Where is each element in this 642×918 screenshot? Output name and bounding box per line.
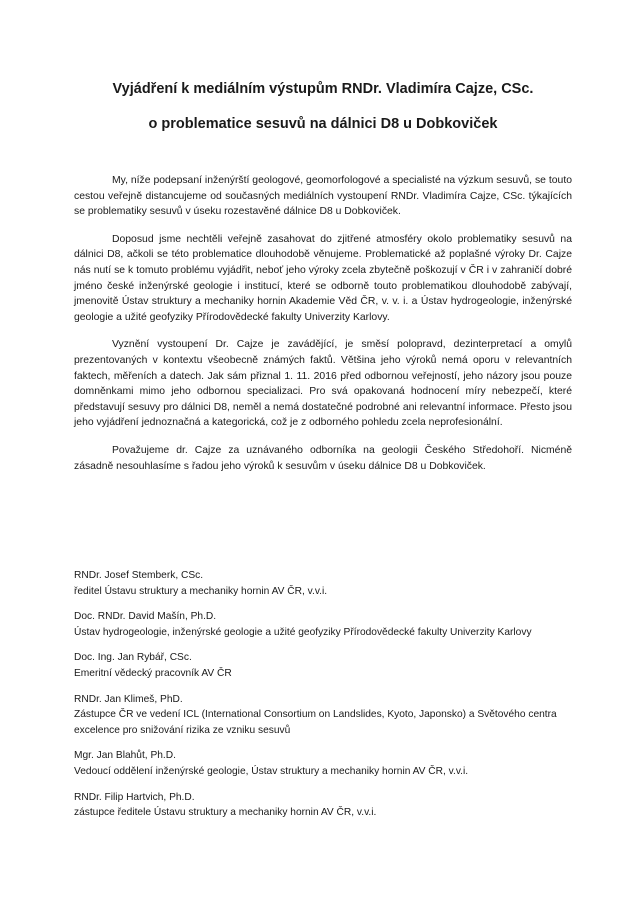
- signatory: [74, 650, 572, 681]
- signatory: [74, 692, 572, 739]
- document-title-line-1: Vyjádření k mediálním výstupům RNDr. Vladimíra Cajze, CSc.: [112, 81, 534, 97]
- paragraph-2: Doposud jsme nechtěli veřejně zasahovat do zjitřené atmosféry okolo problematiky sesuvů na dálnici D8, ačkoli se této problematice dlouhodobě věnujeme. Problematické až poplašné výroky Dr. Cajze nás nutí se k tomuto problému vyjádřit, neboť jeho výroky zcela zbytečně poškozují v ČR i v zahraničí dobré jméno české inženýrské geologie i institucí, které se odborně touto problematikou dlouhodobě zabývají, jmenovitě Ústav struktury a mechaniky hornin Akademie Věd ČR, v. v. i. a Ústav hydrogeologie, inženýrské geologie a užité geofyziky Přírodovědecké fakulty Univerzity Karlovy.: [74, 233, 572, 323]
- signatory-role: ředitel Ústavu struktury a mechaniky hornin AV ČR, v.v.i.: [74, 585, 328, 597]
- document-page: [74, 0, 572, 918]
- signatory-name: RNDr. Josef Stemberk, CSc.: [74, 570, 204, 581]
- signatory: [74, 748, 572, 779]
- document-title-line-2: o problematice sesuvů na dálnici D8 u Dobkoviček: [148, 116, 498, 132]
- signatory-role: Vedoucí oddělení inženýrské geologie, Ústav struktury a mechaniky hornin AV ČR, v.v.i.: [74, 765, 469, 777]
- paragraph-3: Vyznění vystoupení Dr. Cajze je zavádějící, je směsí polopravd, dezinterpretací a omylů prezentovaných v kontextu všeobecně známých faktů. Většina jeho výroků nemá oporu v relevantních faktech, měřeních a datech. Jak sám přiznal 1. 11. 2016 před odbornou veřejností, jeho názory jsou pouze domněnkami mimo jeho odbornou specializaci. Pro svá opakovaná hodnocení míry nebezpečí, které představují sesuvy pro dálnici D8, neměl a nemá dostatečné podrobné ani relevantní informace. Přesto jsou jeho vyjádření jednoznačná a kategorická, což je z odborného pohledu zcela neprofesionální.: [74, 339, 572, 429]
- paragraph-1: My, níže podepsaní inženýrští geologové, geomorfologové a specialisté na výzkum sesuvů, se touto cestou veřejně distancujeme od současných mediálních vystoupení RNDr. Vladimíra Cajze, CSc. týkajících se problematiky sesuvů v úseku rozestavěné dálnice D8 u Dobkoviček.: [74, 175, 572, 218]
- signatory-name: RNDr. Filip Hartvich, Ph.D.: [74, 791, 195, 803]
- signatory-role: zástupce ředitele Ústavu struktury a mechaniky hornin AV ČR, v.v.i.: [74, 807, 377, 819]
- signatory-name: Doc. Ing. Jan Rybář, CSc.: [74, 652, 192, 664]
- signatory-role: Emeritní vědecký pracovník AV ČR: [74, 667, 232, 679]
- signatory: [74, 790, 572, 821]
- signatory-role: Zástupce ČR ve vedení ICL (International Consortium on Landslides, Kyoto, Japonsko) a Světového centra excelence pro snižování rizika ze vzniku sesuvů: [74, 709, 557, 736]
- signatory-name: Doc. RNDr. David Mašín, Ph.D.: [74, 611, 217, 623]
- signatory: [74, 609, 572, 640]
- document-body: [74, 173, 572, 486]
- signature-list: [74, 568, 572, 831]
- signatory-role: Ústav hydrogeologie, inženýrské geologie a užité geofyziky Přírodovědecké fakulty Univerzity Karlovy: [74, 626, 532, 638]
- signatory: [74, 568, 572, 599]
- signatory-name: Mgr. Jan Blahůt, Ph.D.: [74, 750, 176, 762]
- paragraph-4: Považujeme dr. Cajze za uznávaného odborníka na geologii Českého Středohoří. Nicméně zásadně nesouhlasíme s řadou jeho výroků k sesuvům v úseku dálnice D8 u Dobkoviček.: [74, 444, 572, 472]
- signatory-name: RNDr. Jan Klimeš, PhD.: [74, 693, 183, 705]
